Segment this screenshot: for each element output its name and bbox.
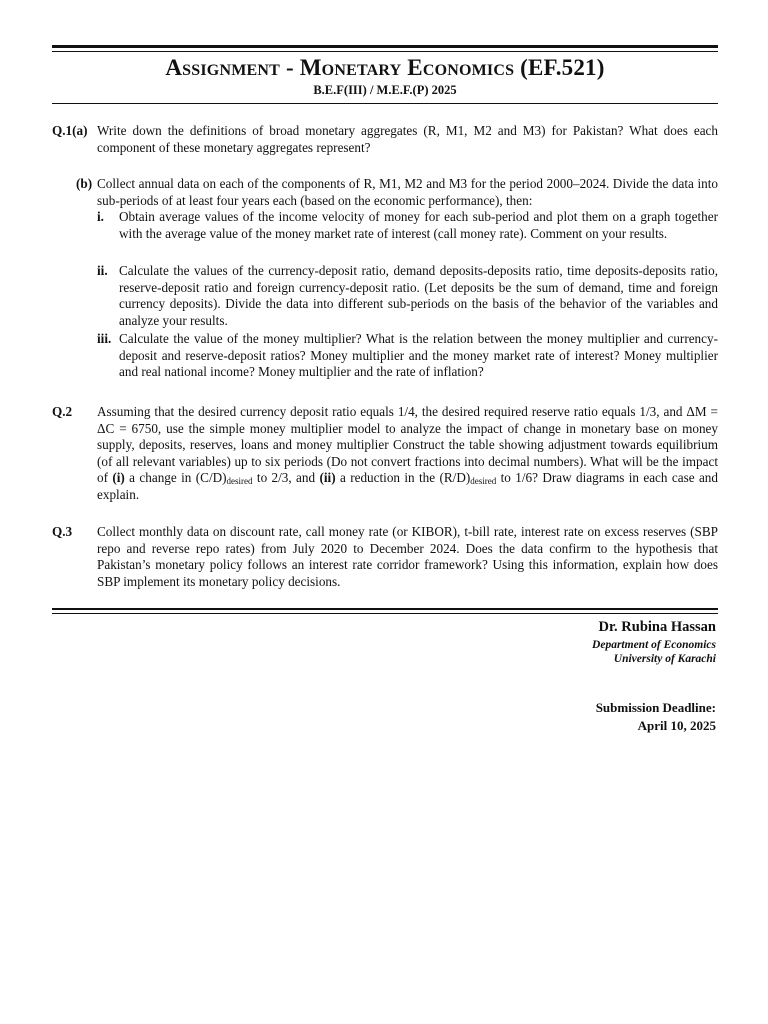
q1a-label: Q.1(a) [52, 123, 88, 138]
bottom-rule-thick [52, 608, 718, 610]
q1b-label: (b) [76, 176, 93, 191]
q3-label: Q.3 [52, 524, 73, 539]
deadline-label: Submission Deadline: [595, 700, 716, 715]
top-rule-thick [52, 45, 718, 48]
page-subtitle: B.E.F(III) / M.E.F.(P) 2025 [313, 83, 457, 97]
q3-text: Collect monthly data on discount rate, call money rate (or KIBOR), t-bill rate, interest rate on excess reserves (SBP repo and reverse repo rates) from July 2020 to December 2024. Does the data confirm to the hypothesis that Pakistan’s monetary policy follows an interest rate corridor framework? Using this information, explain how does SBP implement its monetary policy decisions. [97, 524, 718, 589]
q1b-item-i-number: i. [97, 209, 104, 224]
q1b-item-iii-text: Calculate the value of the money multiplier? What is the relation between the money multiplier and currency-deposit and reserve-deposit ratios? Money multiplier and the money market rate of interest? Money multiplier and real national income? Money multiplier and the rate of inflation? [119, 331, 718, 379]
q1b-item-ii-text: Calculate the values of the currency-deposit ratio, demand deposits-deposits ratio, time deposits-deposits ratio, reserve-deposit ratio and foreign currency-deposit ratio. (Let deposits be the sum of demand, time and foreign currency deposits). Divide the data into different sub-periods on the basis of the behavior of the variables and analyze your results. [119, 263, 718, 328]
q1b-item-i-text: Obtain average values of the income velocity of money for each sub-period and plot them on a graph together with the average value of the money market rate of interest (call money rate). Comment on your results. [119, 209, 718, 241]
q1b-text: Collect annual data on each of the components of R, M1, M2 and M3 for the period 2000–2024. Divide the data into sub-periods of at least four years each (based on the economic performance), then: [97, 176, 718, 208]
q1a-text: Write down the definitions of broad monetary aggregates (R, M1, M2 and M3) for Pakistan? What does each component of these monetary aggregates represent? [97, 123, 718, 155]
bottom-rule-thin [52, 613, 718, 614]
subtitle-rule [52, 103, 718, 104]
instructor-name: Dr. Rubina Hassan [598, 619, 716, 635]
q1b-item-iii-number: iii. [97, 331, 112, 346]
deadline-date: April 10, 2025 [637, 718, 716, 733]
q2-text: Assuming that the desired currency deposit ratio equals 1/4, the desired required reserve ratio equals 1/3, and ΔM = ΔC = 6750, use the simple money multiplier model to analyze the impact of change in monetary base on money supply, deposits, reserves, loans and money multiplier Construct the table showing adjustment towards equilibrium (of all relevant variables) up to six periods (Do not convert fractions into decimal numbers). What will be the impact of (i) a change in $(C/D)_{desired}$ to 2/3, and (ii) a reduction in the $(R/D)_{desired}$ to 1/6? Draw diagrams in each case and explain. [97, 404, 718, 502]
page-title: Assignment - Monetary Economics (EF.521) [165, 55, 605, 80]
instructor-department: Department of Economics [592, 639, 716, 651]
q1b-item-ii-number: ii. [97, 263, 108, 278]
instructor-university: University of Karachi [613, 653, 716, 665]
q2-label: Q.2 [52, 404, 73, 419]
top-rule-thin [52, 51, 718, 52]
